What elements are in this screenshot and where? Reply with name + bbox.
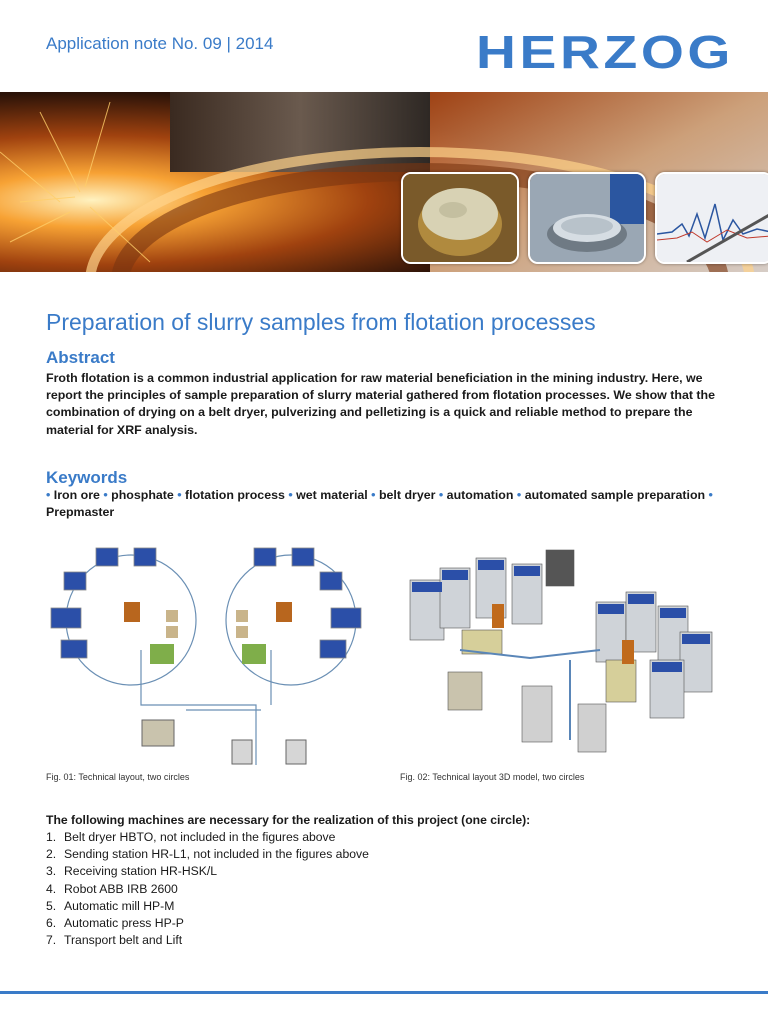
machines-list (46, 829, 369, 949)
keyword-bullet: • (46, 488, 54, 502)
list-item (46, 829, 369, 846)
list-item-number: 2. (46, 847, 57, 862)
abstract-text: Froth flotation is a common industrial application for raw material beneficiation in the mining industry. Here, we report the principles of sample preparation of slurry material gathered from flotation processes. We show that the combination of drying on a belt dryer, pulverizing and pelletizing is a quick and reliable method to prepare the material for XRF analysis. (46, 371, 716, 437)
list-item-number: 5. (46, 898, 57, 913)
machines-intro: The following machines are necessary for the realization of this project (one circle): (46, 813, 531, 827)
press-ring-photo (528, 172, 646, 264)
header-banner-image (0, 92, 768, 272)
list-item-number: 6. (46, 916, 57, 931)
list-item-number: 3. (46, 864, 57, 879)
list-item-number: 1. (46, 830, 57, 844)
keyword-item: flotation process (185, 488, 285, 502)
list-item-text: Transport belt and Lift (64, 933, 183, 948)
list-item-text: Automatic mill HP-M (64, 898, 175, 913)
figure-1-caption: Fig. 01: Technical layout, two circles (46, 772, 190, 782)
keyword-bullet: • (367, 488, 379, 502)
list-item-number: 4. (46, 881, 57, 896)
list-item (46, 898, 369, 915)
keyword-item: Prepmaster (46, 505, 115, 520)
keyword-item: belt dryer (378, 488, 436, 502)
keyword-bullet: • (513, 488, 525, 502)
keyword-bullet: • (173, 488, 186, 502)
keyword-bullet: • (705, 488, 713, 502)
list-item (46, 915, 369, 932)
figure-1-technical-layout (46, 540, 376, 775)
list-item-text: Sending station HR-L1, not included in the figures above (64, 847, 369, 862)
xrf-spectrum-photo (655, 172, 768, 264)
list-item-text: Belt dryer HBTO, not included in the figures above (64, 830, 336, 844)
list-item (46, 881, 369, 898)
figure-2-caption: Fig. 02: Technical layout 3D model, two circles (400, 772, 585, 782)
abstract-heading: Abstract (46, 348, 115, 367)
footer-divider (0, 991, 768, 994)
keyword-item: wet material (296, 488, 368, 502)
herzog-logo (476, 28, 734, 76)
keyword-bullet: • (99, 488, 112, 502)
list-item-text: Automatic press HP-P (64, 916, 184, 931)
keyword-item: automated sample preparation (524, 488, 706, 502)
logo-text: HERZOG (476, 28, 734, 76)
list-item (46, 846, 369, 863)
keyword-bullet: • (284, 488, 297, 502)
list-item-number: 7. (46, 933, 57, 948)
keywords-heading: Keywords (46, 468, 128, 487)
page-title: Preparation of slurry samples from flotation processes (46, 309, 596, 335)
keyword-item: phosphate (111, 488, 174, 502)
keyword-item: Iron ore (53, 488, 100, 502)
list-item (46, 863, 369, 880)
keyword-item: automation (446, 488, 514, 502)
list-item-text: Robot ABB IRB 2600 (64, 881, 178, 896)
list-item-text: Receiving station HR-HSK/L (64, 864, 218, 879)
application-note-label: Application note No. 09 | 2014 (46, 34, 274, 53)
keywords-list (46, 487, 736, 521)
sample-pellet-photo (401, 172, 519, 264)
list-item (46, 932, 369, 949)
figure-2-3d-model (400, 540, 720, 765)
keyword-bullet: • (435, 488, 447, 502)
